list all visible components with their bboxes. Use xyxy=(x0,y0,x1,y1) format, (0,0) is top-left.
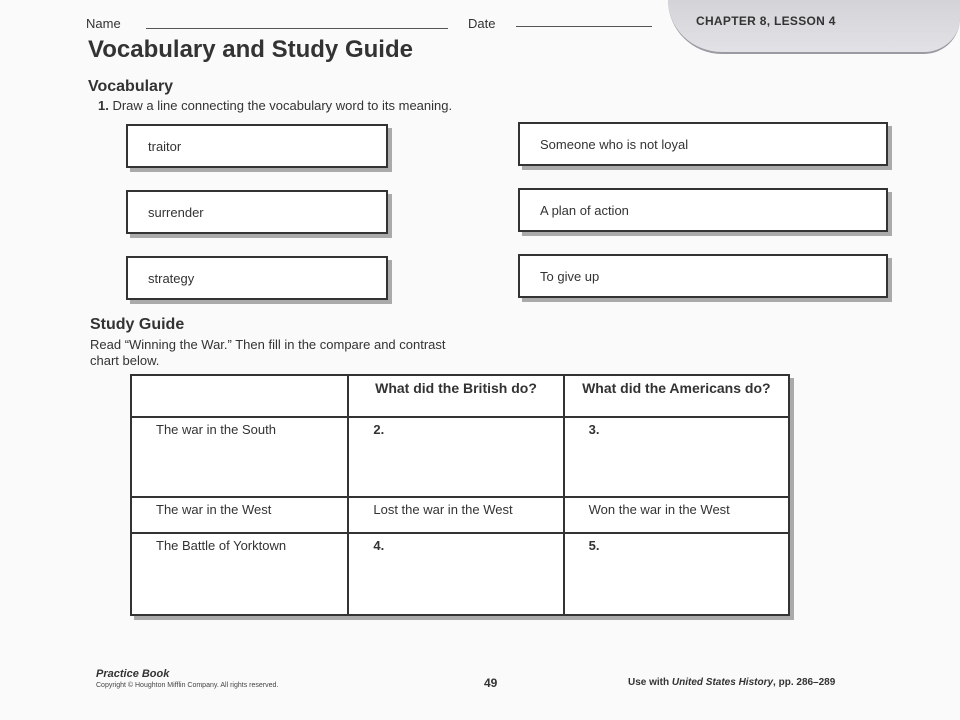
vocabulary-instruction xyxy=(98,98,452,113)
instruction-text: Draw a line connecting the vocabulary word to its meaning. xyxy=(112,98,453,113)
meaning-label: A plan of action xyxy=(540,202,629,218)
row-label: The war in the South xyxy=(131,417,348,497)
footer-left xyxy=(96,668,278,689)
answer-cell[interactable]: 3. xyxy=(564,417,789,497)
date-line xyxy=(516,26,652,27)
column-header-british: What did the British do? xyxy=(348,375,563,417)
word-box-traitor[interactable] xyxy=(126,124,388,168)
meaning-box-plan[interactable] xyxy=(518,188,888,232)
column-header-blank xyxy=(131,375,348,417)
meaning-box-give-up[interactable] xyxy=(518,254,888,298)
answer-cell[interactable]: 2. xyxy=(348,417,563,497)
word-label: traitor xyxy=(148,138,182,154)
meaning-label: Someone who is not loyal xyxy=(540,136,689,152)
chapter-label: CHAPTER 8, LESSON 4 xyxy=(696,14,836,28)
table-header-row xyxy=(131,375,789,417)
row-label: The war in the West xyxy=(131,497,348,533)
book-title: United States History xyxy=(671,677,774,688)
study-guide-instruction xyxy=(90,337,446,369)
use-with-prefix: Use with xyxy=(628,677,670,688)
answer-cell[interactable]: 5. xyxy=(564,533,789,615)
word-label: surrender xyxy=(148,204,204,220)
page-title: Vocabulary and Study Guide xyxy=(88,36,413,63)
copyright-text: Copyright © Houghton Mifflin Company. All rights reserved. xyxy=(96,682,279,689)
table-row xyxy=(131,533,789,615)
page-range: , pp. 286–289 xyxy=(773,677,836,688)
table-row xyxy=(131,417,789,497)
instruction-line: chart below. xyxy=(90,353,160,368)
name-line xyxy=(146,28,448,29)
answer-cell[interactable]: 4. xyxy=(348,533,563,615)
filled-cell: Won the war in the West xyxy=(564,497,789,533)
practice-book-label: Practice Book xyxy=(96,668,170,680)
study-guide-heading: Study Guide xyxy=(90,316,185,333)
vocabulary-heading: Vocabulary xyxy=(88,78,174,95)
compare-contrast-chart xyxy=(130,374,790,616)
word-box-strategy[interactable] xyxy=(126,256,388,300)
meaning-box-not-loyal[interactable] xyxy=(518,122,888,166)
page-number: 49 xyxy=(484,676,498,690)
word-label: strategy xyxy=(148,270,195,286)
instruction-line: Read “Winning the War.” Then fill in the compare and contrast xyxy=(90,337,446,352)
question-number: 1. xyxy=(98,98,109,113)
use-with-text xyxy=(628,677,835,688)
name-label: Name xyxy=(86,16,121,31)
meaning-label: To give up xyxy=(540,268,600,284)
table-row xyxy=(131,497,789,533)
column-header-americans: What did the Americans do? xyxy=(564,375,789,417)
row-label: The Battle of Yorktown xyxy=(131,533,348,615)
word-box-surrender[interactable] xyxy=(126,190,388,234)
filled-cell: Lost the war in the West xyxy=(348,497,563,533)
date-label: Date xyxy=(468,16,496,31)
